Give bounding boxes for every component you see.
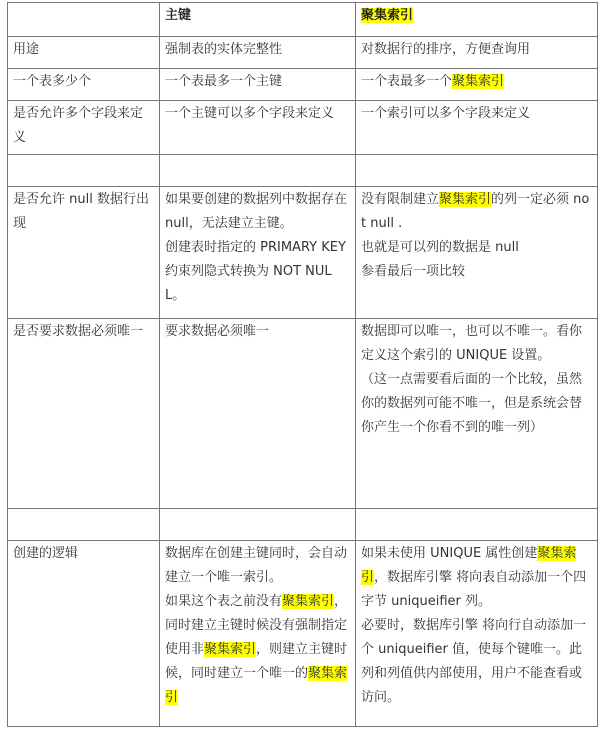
cell-text: 没有限制建立 <box>361 192 440 207</box>
table-row-empty <box>8 509 598 541</box>
header-cell-empty <box>8 3 160 37</box>
table-row <box>8 319 598 509</box>
clustered-index-cell: 对数据行的排序，方便查询用 <box>356 37 598 69</box>
primary-key-cell: 强制表的实体完整性 <box>160 37 356 69</box>
empty-cell <box>160 155 356 187</box>
clustered-index-cell <box>356 541 598 727</box>
row-label: 创建的逻辑 <box>8 541 160 727</box>
empty-cell <box>8 509 160 541</box>
cell-line: 创建表时指定的 PRIMARY KEY 约束列隐式转换为 NOT NULL。 <box>165 240 346 303</box>
clustered-index-cell <box>356 319 598 509</box>
primary-key-cell: 一个主键可以多个字段来定义 <box>160 101 356 155</box>
cell-line: 必要时，数据库引擎 将向行自动添加一个 uniqueifier 值，使每个键唯一。此列和列值供内部使用，用户不能查看或访问。 <box>361 618 587 705</box>
highlighted-term: 聚集索引 <box>165 666 348 705</box>
cell-line: 如果要创建的数据列中数据存在null，无法建立主键。 <box>165 192 348 231</box>
highlighted-term: 聚集索引 <box>361 546 577 585</box>
cell-line <box>361 188 593 236</box>
row-label: 用途 <box>8 37 160 69</box>
cell-text: 的列一定必须 not null . <box>361 192 590 231</box>
empty-cell <box>356 509 598 541</box>
highlighted-term: 聚集索引 <box>204 642 257 657</box>
empty-cell <box>160 509 356 541</box>
highlighted-term: 聚集索引 <box>452 74 505 89</box>
primary-key-cell: 要求数据必须唯一 <box>160 319 356 509</box>
row-label: 是否允许 null 数据行出现 <box>8 187 160 319</box>
primary-key-cell <box>160 541 356 727</box>
cell-line: （这一点需要看后面的一个比较，虽然你的数据列可能不唯一，但是系统会替你产生一个你看不到的唯一列） <box>361 372 583 435</box>
highlighted-term: 聚集索引 <box>439 192 492 207</box>
cell-text: ，数据库引擎 将向表自动添加一个四字节 uniqueifier 列。 <box>361 570 587 609</box>
primary-key-cell: 一个表最多一个主键 <box>160 69 356 101</box>
cell-text: 如果未使用 UNIQUE 属性创建 <box>361 546 538 561</box>
table-row-empty <box>8 155 598 187</box>
comparison-table <box>7 2 598 727</box>
table-row <box>8 69 598 101</box>
row-label: 是否允许多个字段来定义 <box>8 101 160 155</box>
row-label: 是否要求数据必须唯一 <box>8 319 160 509</box>
cell-line: 数据即可以唯一，也可以不唯一。看你定义这个索引的 UNIQUE 设置。 <box>361 324 583 363</box>
clustered-index-cell <box>356 69 598 101</box>
empty-cell <box>8 155 160 187</box>
empty-cell <box>356 155 598 187</box>
cell-line <box>361 542 593 614</box>
cell-line: 数据库在创建主键同时，会自动建立一个唯一索引。 <box>165 546 348 585</box>
cell-text: ，同时建立主键时候没有强制指定使用非 <box>165 594 348 657</box>
clustered-index-cell <box>356 187 598 319</box>
header-row <box>8 3 598 37</box>
table-row <box>8 187 598 319</box>
header-cell-clustered-index <box>356 3 598 37</box>
row-label: 一个表多少个 <box>8 69 160 101</box>
cell-line: 参看最后一项比较 <box>361 264 466 279</box>
clustered-index-cell: 一个索引可以多个字段来定义 <box>356 101 598 155</box>
primary-key-cell <box>160 187 356 319</box>
cell-text: ，则建立主键时候，同时建立一个唯一的 <box>165 642 348 681</box>
table-row <box>8 541 598 727</box>
table-row <box>8 101 598 155</box>
table-row <box>8 37 598 69</box>
highlighted-term: 聚集索引 <box>282 594 335 609</box>
cell-line: 也就是可以列的数据是 null <box>361 240 519 255</box>
cell-text: 一个表最多一个 <box>361 74 453 89</box>
cell-line <box>165 590 351 710</box>
highlighted-term: 聚集索引 <box>361 8 414 23</box>
header-cell-primary-key: 主键 <box>160 3 356 37</box>
cell-text: 如果这个表之前没有 <box>165 594 283 609</box>
